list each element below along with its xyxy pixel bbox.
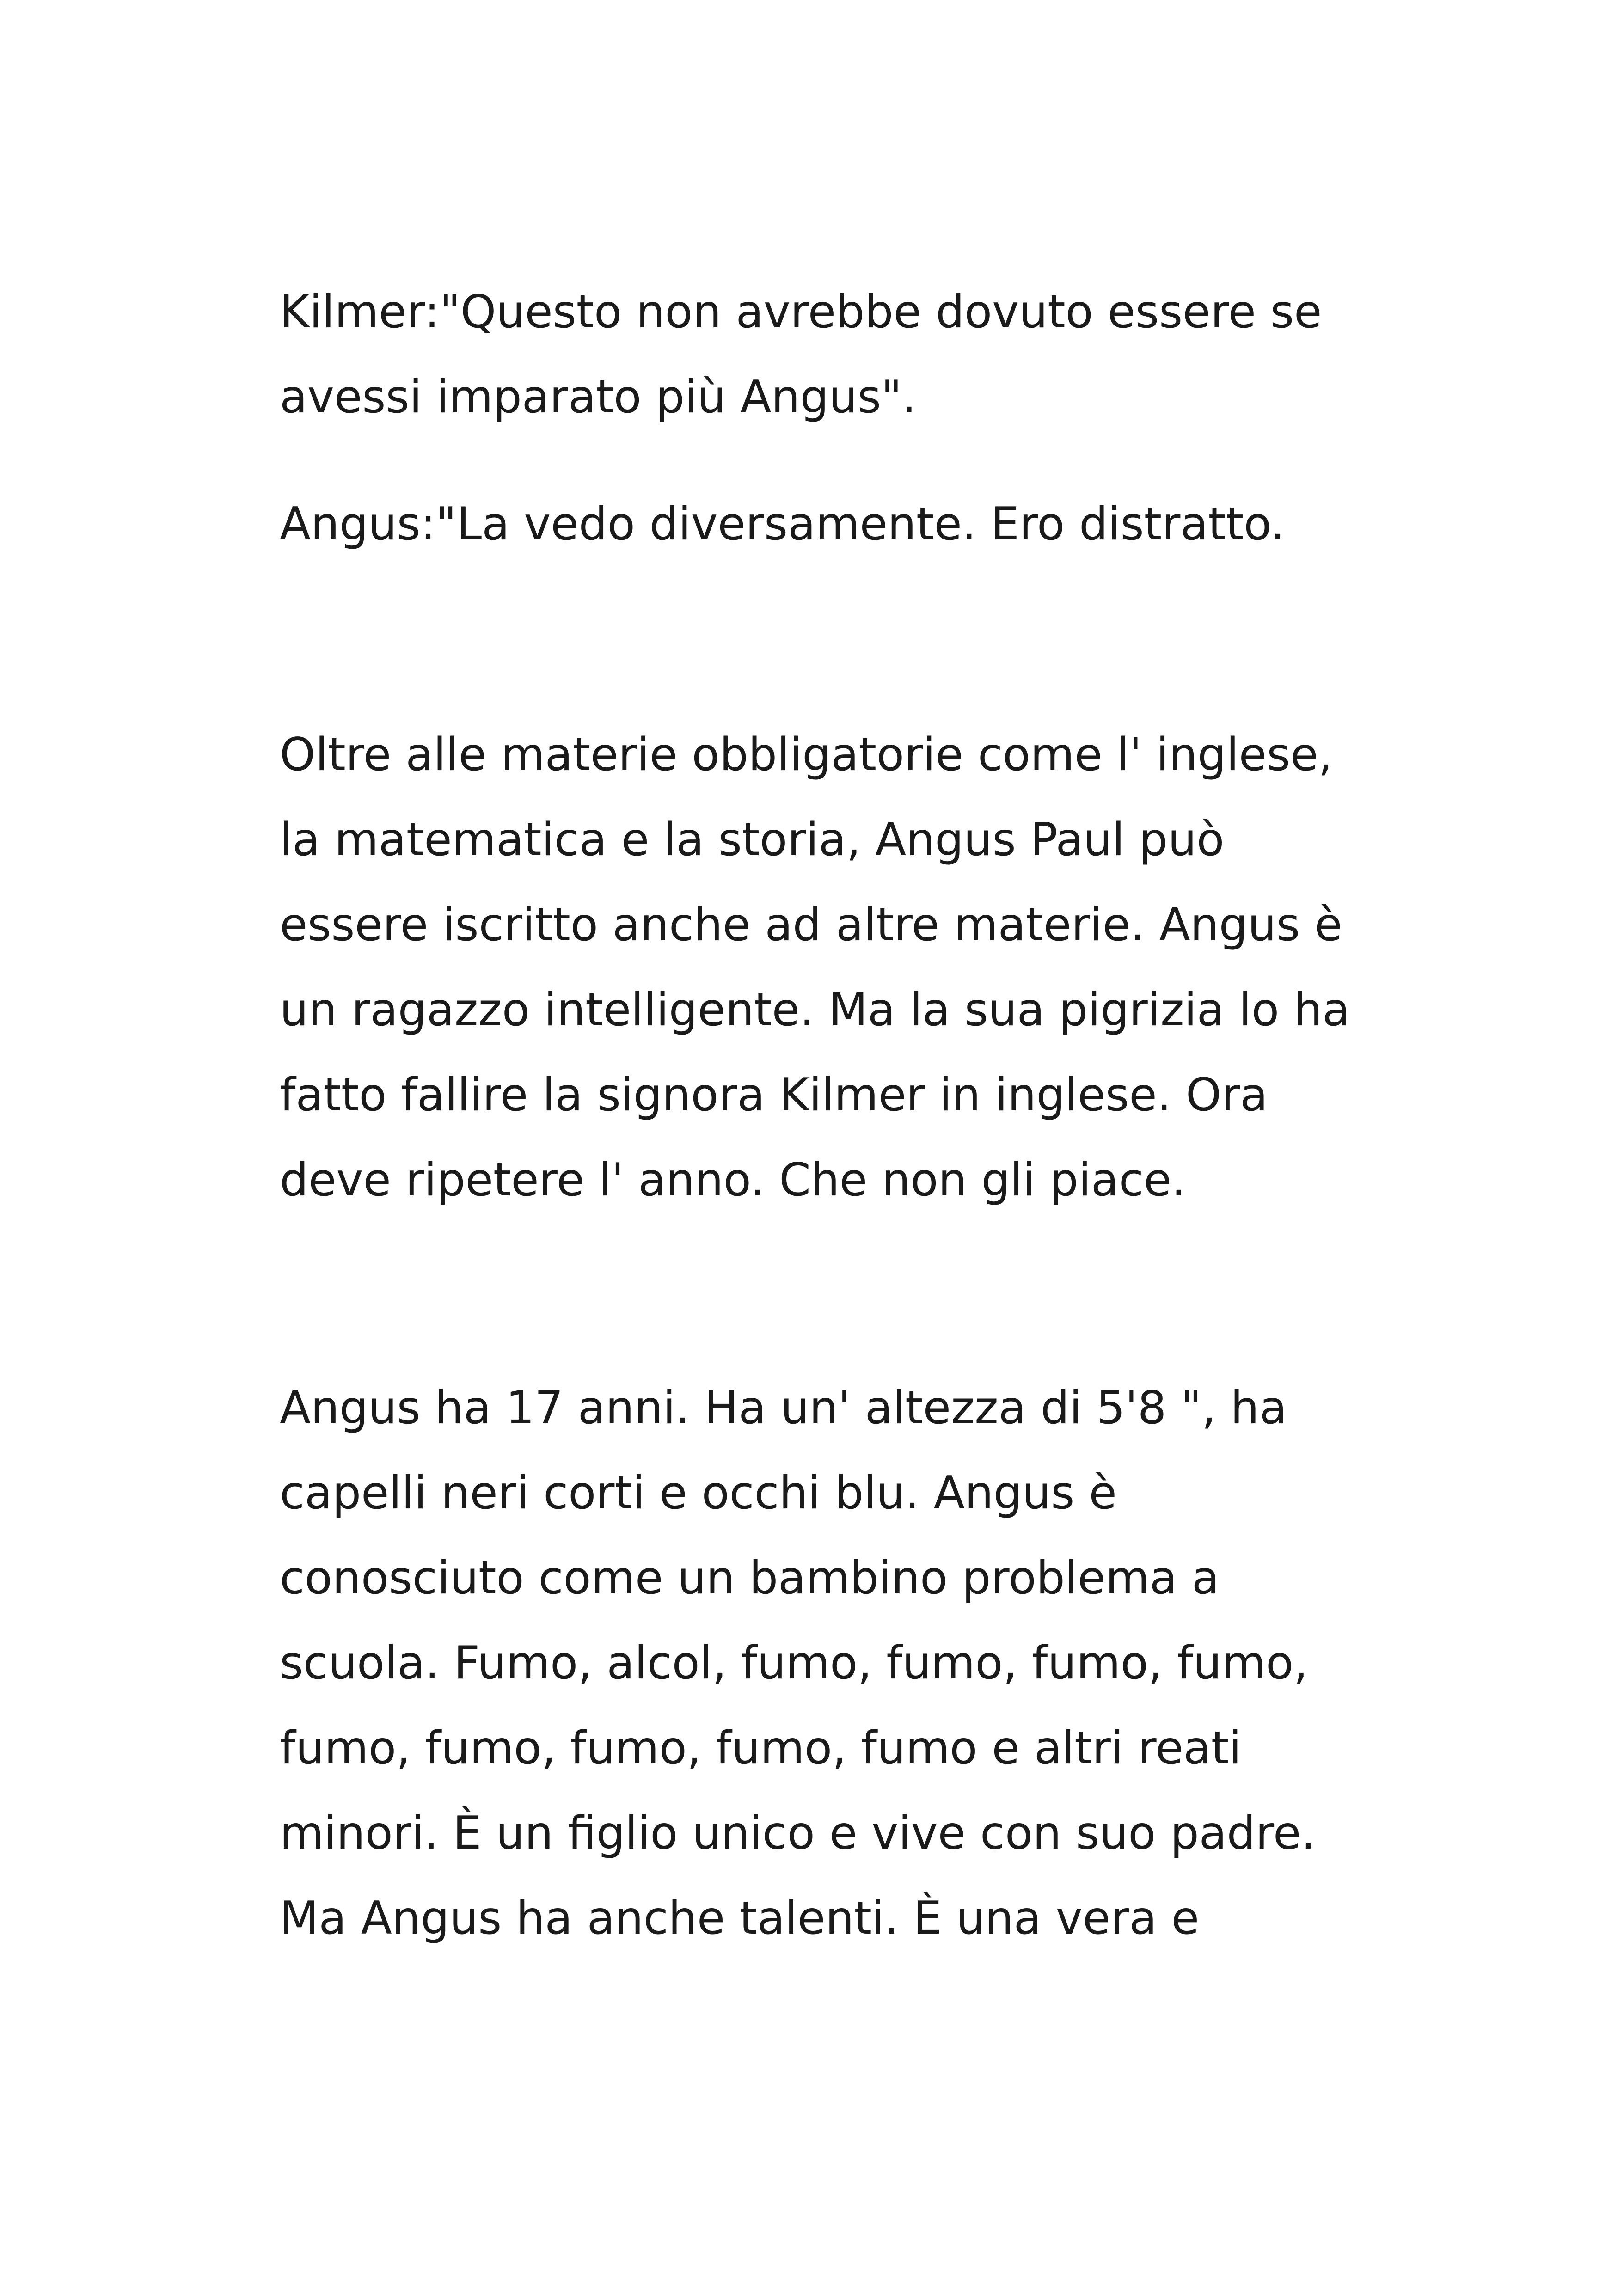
text-line: conosciuto come un bambino problema a: [280, 1552, 1220, 1604]
paragraph-subjects: [280, 712, 1389, 1223]
text-line: Angus ha 17 anni. Ha un' altezza di 5'8 ", ha: [280, 1382, 1287, 1434]
text-line: la matematica e la storia, Angus Paul può: [280, 814, 1225, 866]
text-line: un ragazzo intelligente. Ma la sua pigrizia lo ha: [280, 984, 1350, 1036]
text-line: essere iscritto anche ad altre materie. Angus è: [280, 899, 1342, 951]
text-line: Kilmer:"Questo non avrebbe dovuto essere se: [280, 286, 1322, 338]
text-line: deve ripetere l' anno. Che non gli piace.: [280, 1154, 1186, 1206]
paragraph-description: [280, 1365, 1389, 1961]
text-line: fumo, fumo, fumo, fumo, fumo e altri reati: [280, 1722, 1242, 1775]
text-line: scuola. Fumo, alcol, fumo, fumo, fumo, fumo,: [280, 1637, 1308, 1690]
text-line: capelli neri corti e occhi blu. Angus è: [280, 1467, 1117, 1519]
text-line: fatto fallire la signora Kilmer in inglese. Ora: [280, 1069, 1268, 1121]
text-line: Oltre alle materie obbligatorie come l' inglese,: [280, 729, 1333, 781]
dialogue-angus: [280, 482, 1389, 567]
dialogue-kilmer: [280, 269, 1389, 440]
text-line: minori. È un figlio unico e vive con suo padre.: [280, 1807, 1316, 1860]
text-line: Ma Angus ha anche talenti. È una vera e: [280, 1892, 1199, 1945]
text-line: avessi imparato più Angus".: [280, 371, 917, 423]
text-line: Angus:"La vedo diversamente. Ero distratto.: [280, 498, 1285, 551]
